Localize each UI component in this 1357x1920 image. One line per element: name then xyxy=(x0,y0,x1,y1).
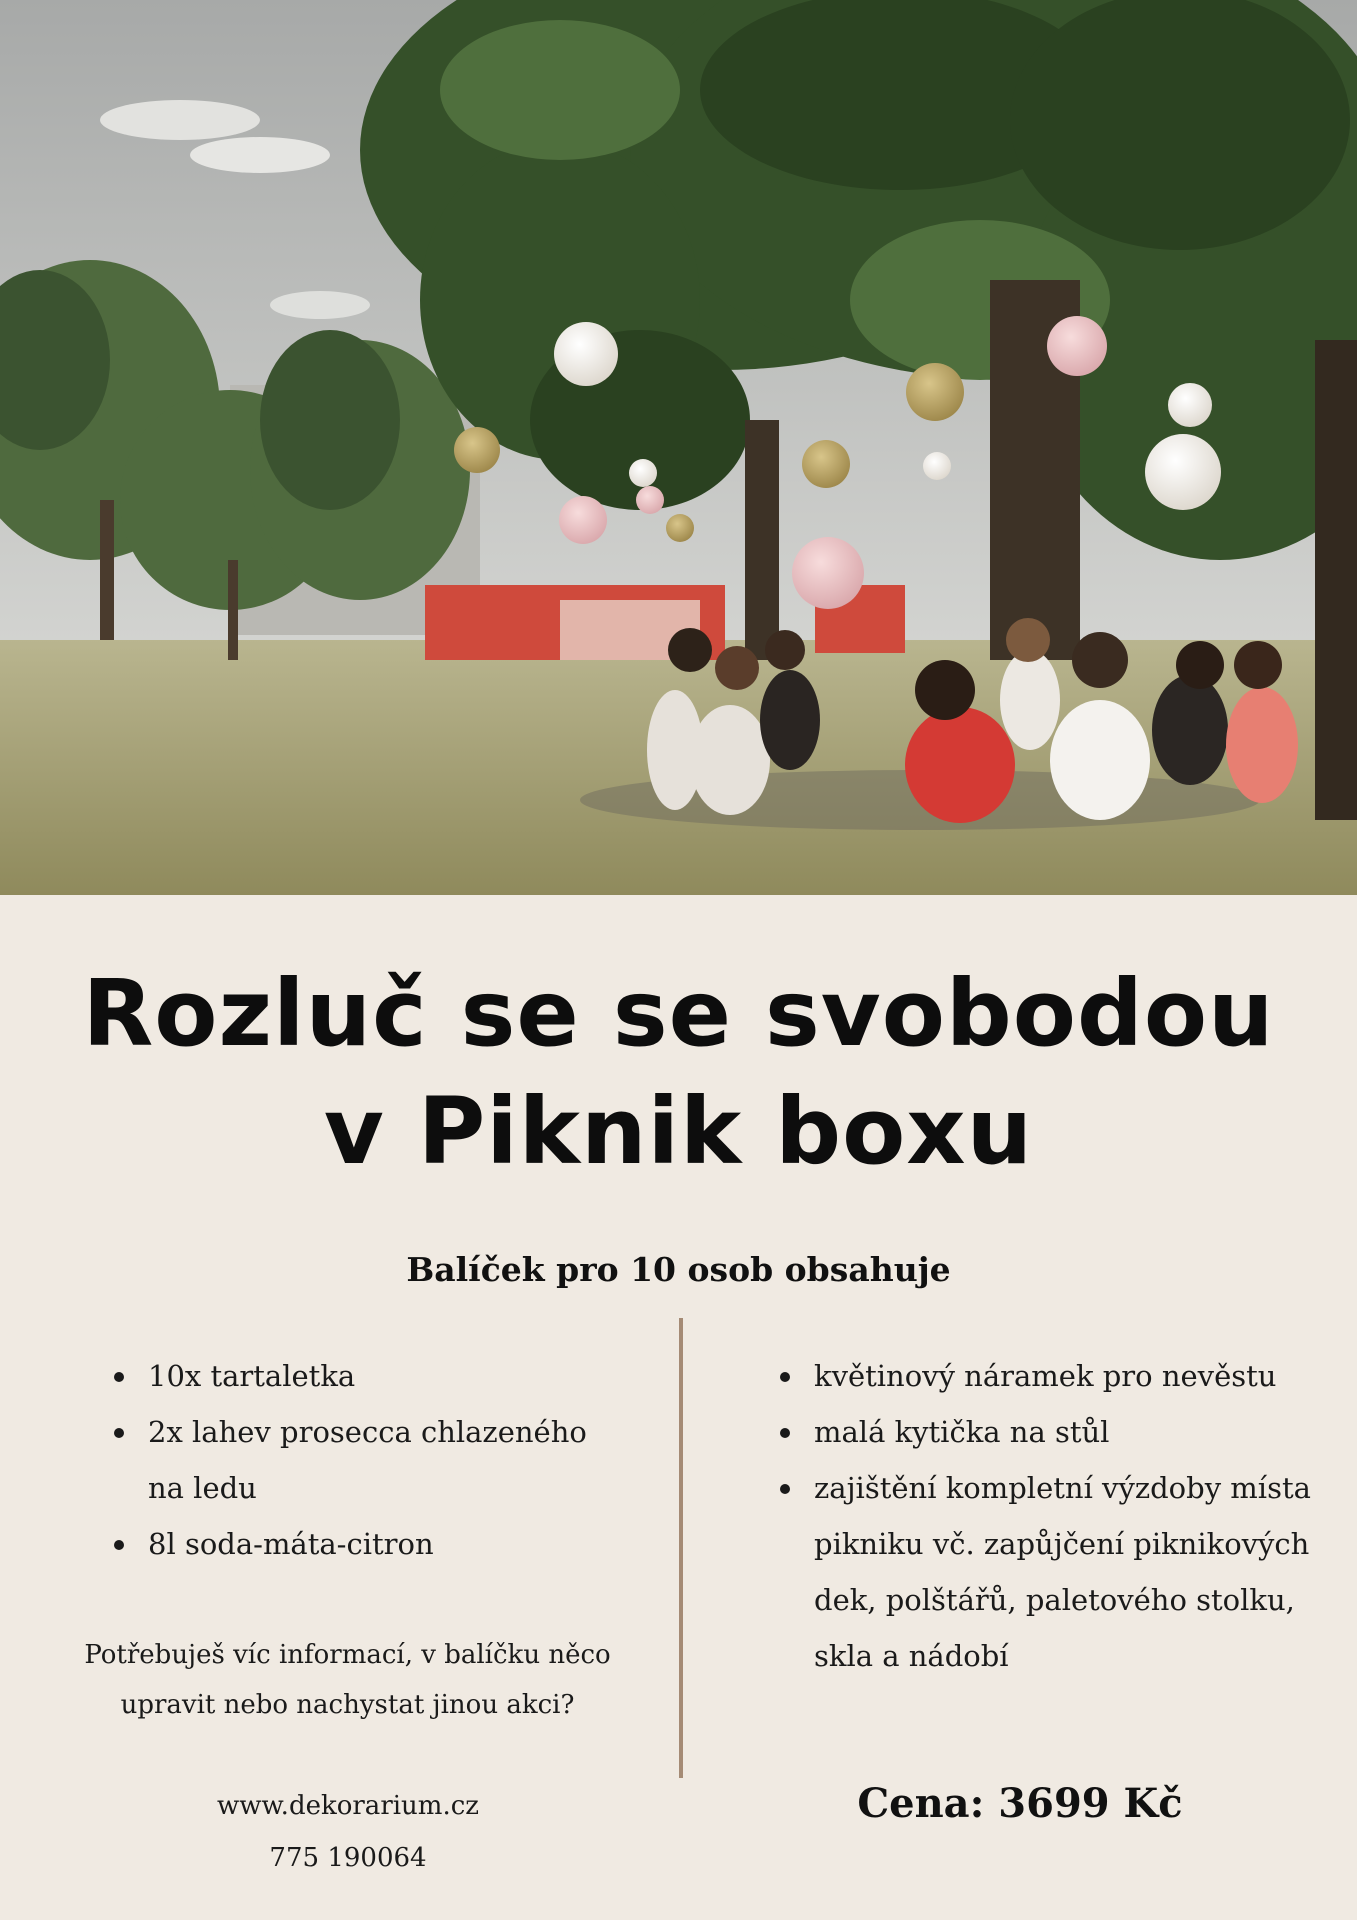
list-item: 8l soda-máta-citron xyxy=(112,1516,632,1572)
info-line-2: upravit nebo nachystat jinou akci? xyxy=(120,1690,575,1720)
picnic-photo-illustration xyxy=(0,0,1357,895)
page-title xyxy=(0,955,1357,1191)
hero-photo xyxy=(0,0,1357,895)
price-label: Cena: 3699 Kč xyxy=(857,1780,1183,1827)
column-divider xyxy=(679,1318,683,1778)
list-item: květinový náramek pro nevěstu xyxy=(778,1348,1318,1404)
package-subtitle: Balíček pro 10 osob obsahuje xyxy=(406,1250,951,1289)
title-line-1: Rozluč se se svobodou xyxy=(82,960,1275,1067)
right-item-list xyxy=(778,1348,1318,1684)
list-item: zajištění kompletní výzdoby místa pikniku vč. zapůjčení piknikových dek, polštářů, paletového stolku, skla a nádobí xyxy=(778,1460,1318,1684)
list-item: 10x tartaletka xyxy=(112,1348,632,1404)
phone-number[interactable]: 775 190064 xyxy=(269,1843,427,1873)
list-item: malá kytička na stůl xyxy=(778,1404,1318,1460)
info-line-1: Potřebuješ víc informací, v balíčku něco xyxy=(84,1640,611,1670)
list-item: 2x lahev prosecca chlazeného na ledu xyxy=(112,1404,632,1516)
contact-block xyxy=(148,1780,548,1884)
left-item-list xyxy=(112,1348,632,1572)
website-link[interactable]: www.dekorarium.cz xyxy=(217,1791,479,1821)
title-line-2: v Piknik boxu xyxy=(323,1078,1034,1185)
info-text xyxy=(60,1630,635,1730)
